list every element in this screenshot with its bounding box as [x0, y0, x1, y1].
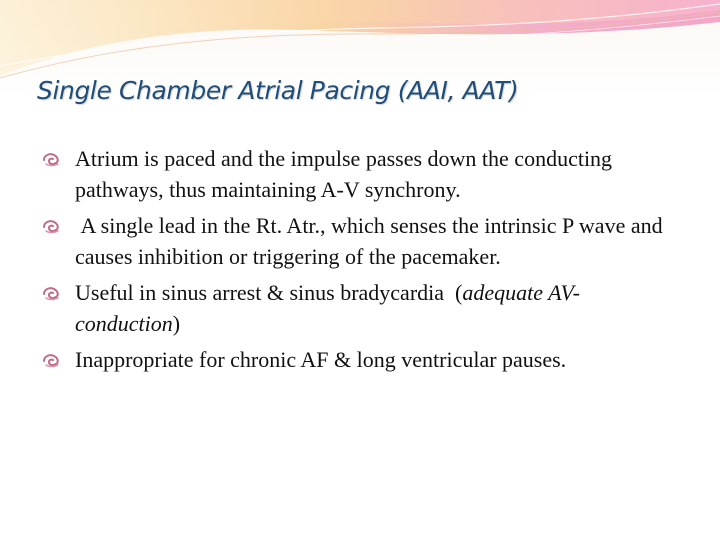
pink-swirl-bullet-icon	[42, 286, 62, 301]
bullet-item	[42, 277, 682, 339]
bullet-text-italic: adequate AV-conduction	[75, 280, 580, 336]
pink-swirl-bullet-icon	[42, 353, 62, 368]
bullet-text: Inappropriate for chronic AF & long ventricular pauses.	[75, 347, 567, 372]
bullet-item	[42, 210, 682, 272]
bullet-text: A single lead in the Rt. Atr., which senses the intrinsic P wave and causes inhibition or triggering of the pacemaker.	[75, 213, 669, 269]
bullet-list	[42, 143, 682, 380]
bullet-item	[42, 143, 682, 205]
pink-swirl-bullet-icon	[42, 219, 62, 234]
bullet-text-after: )	[172, 311, 181, 336]
bullet-item	[42, 344, 682, 375]
bullet-text: Atrium is paced and the impulse passes down the conducting pathways, thus maintaining A-V synchrony.	[75, 146, 613, 202]
bullet-text-before: Useful in sinus arrest & sinus bradycardia (	[75, 280, 463, 305]
slide-title: Single Chamber Atrial Pacing (AAI, AAT)	[37, 76, 519, 105]
pink-swirl-bullet-icon	[42, 152, 62, 167]
